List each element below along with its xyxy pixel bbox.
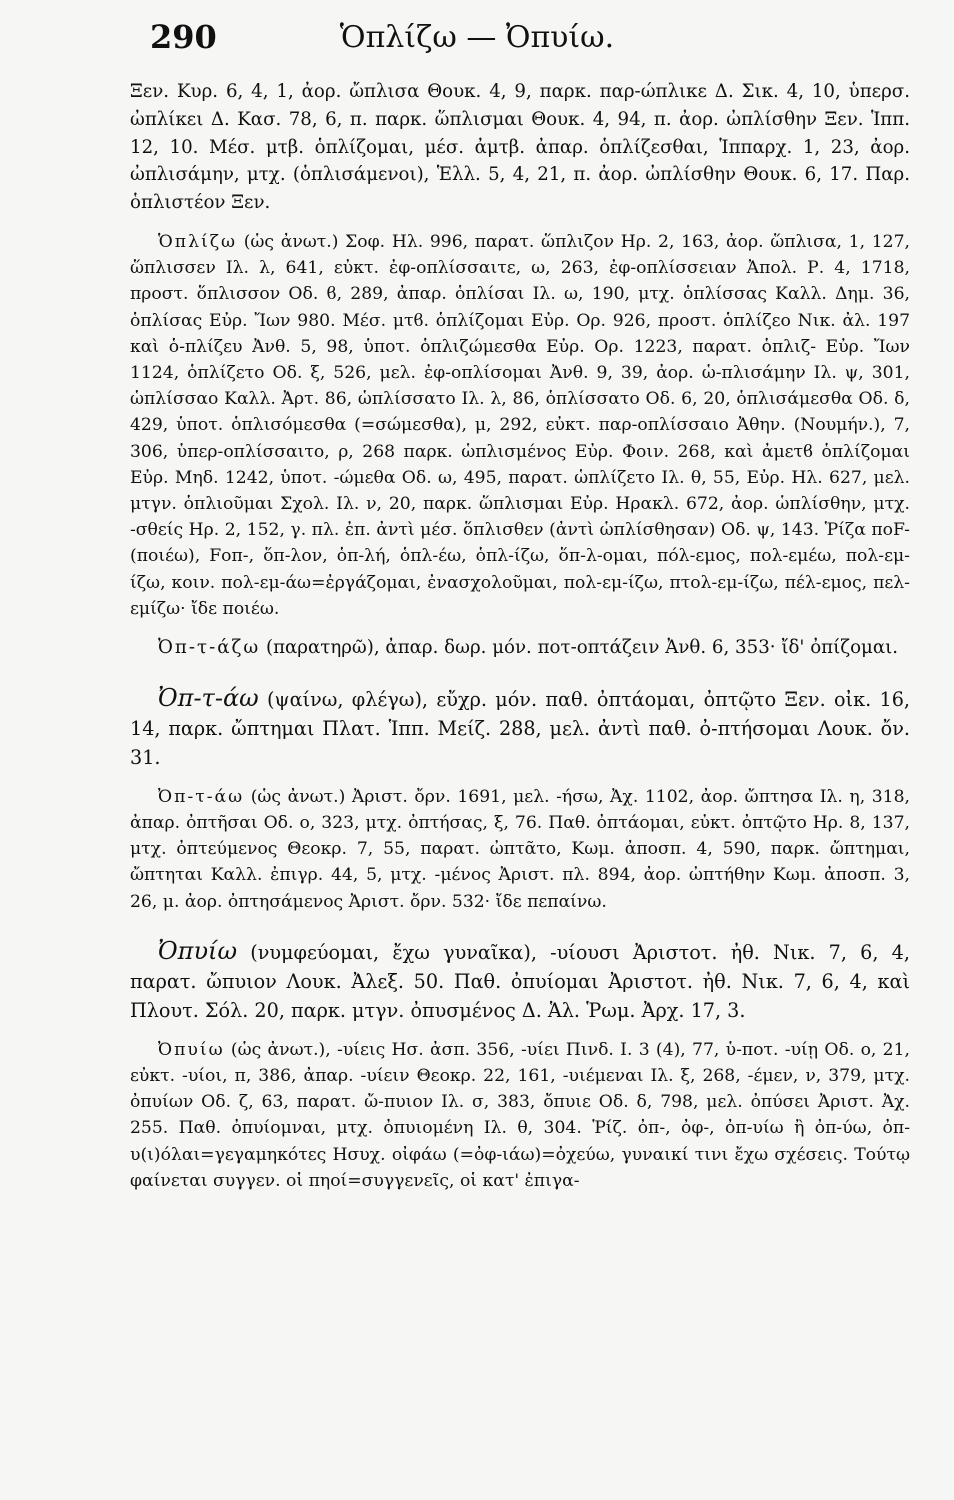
entry-text: (ὡς ἀνωτ.) Σοφ. Ηλ. 996, παρατ. ὥπλιζον Ηρ. 2, 163, ἀορ. ὥπλισα, 1, 127, ὥπλισσεν Ιλ. λ, 641, εὐκτ. ἐφ-οπλίσσαιτε, ω, 263, ἐφ-οπλίσσειαν Ἀπολ. Ρ. 4, 1718, προστ. ὅπλισσον Οδ. ϐ, 289, ἀπαρ. ὁπλίσαι Ιλ. ω, 190, μτχ. ὁπλίσσας Καλλ. Δημ. 36, ὁπλίσας Εὐρ. Ἴων 980. Μέσ. μτϐ. ὁπλίζομαι Εὐρ. Ορ. 926, προστ. ὁπλίζεο Νικ. ἀλ. 197 καὶ ὁ-πλίζευ Ἀνθ. 5, 98, ὑποτ. ὁπλιζώμεσθα Εὐρ. Ορ. 1223, παρατ. ὁπλιζ- Εὐρ. Ἴων 1124, ὁπλίζετο Οδ. ξ, 526, μελ. ἐφ-οπλίσομαι Ἀνθ. 9, 39, ἀορ. ὡ-πλισάμην Ιλ. ψ, 301, ὡπλίσσαο Καλλ. Ἀρτ. 86, ὡπλίσσατο Ιλ. λ, 86, ὁπλίσσατο Οδ. 6, 20, ὁπλισάμεσθα Οδ. δ, 429, ὑποτ. ὁπλισόμεσθα (=σώμεσθα), μ, 292, εὐκτ. παρ-οπλίσσαιο Ἀθην. (Νουμήν.), 7, 306, ὑπερ-οπλίσσαιτο, ρ, 268 παρκ. ὡπλισμένος Εὐρ. Φοιν. 268, καὶ ἀμετϐ ὁπλίζομαι Εὐρ. Μηδ. 1242, ὑποτ. -ώμεθα Οδ. ω, 495, παρατ. ὡπλίζετο Ιλ. θ, 55, Εὐρ. Ηλ. 627, μελ. μτγν. ὁπλιοῦμαι Σχολ. Ιλ. ν, 20, παρκ. ὥπλισμαι Εὐρ. Ηρακλ. 672, ἀορ. ὡπλίσθην, μτχ. -σθείς Ηρ. 2, 152, γ. πλ. ἐπ. ἀντὶ μέσ. ὅπλισθεν (ἀντὶ ὡπλίσθησαν) Οδ. ψ, 143. Ῥίζα ποF- (ποιέω), Fοπ-, ὅπ-λον, ὁπ-λή, ὁπλ-έω, ὁπλ-ίζω, ὅπ-λ-ομαι, πόλ-εμος, πολ-εμέω, πολ-εμ-ίζω, κοιν. πολ-εμ-άω=ἐργάζομαι, ἐνασχολοῦμαι, πολ-εμ-ίζω, πτολ-εμ-ίζω, πέλ-εμος, πελ-εμίζω· ἴδε ποιέω.	[130, 231, 910, 619]
entry-paragraph-4	[130, 684, 910, 772]
entry-paragraph-1	[130, 78, 910, 217]
page-body	[130, 78, 910, 1194]
entry-lead: Ὀπυίω	[158, 1039, 225, 1060]
entry-lead: Ὀπ-τ-άω	[158, 786, 245, 807]
entry-lemma: Ὀπ-τ-άω	[158, 683, 259, 712]
entry-lemma: Ὀπυίω	[158, 936, 238, 965]
entry-paragraph-2	[130, 229, 910, 622]
entry-paragraph-3	[130, 634, 910, 662]
entry-text: (παρατηρῶ), ἀπαρ. δωρ. μόν. ποτ-οπτάζειν Ἀνθ. 6, 353· ἴδ' ὀπίζομαι.	[260, 637, 899, 659]
entry-paragraph-5	[130, 784, 910, 915]
entry-text: (ὡς ἀνωτ.), -υίεις Ησ. ἀσπ. 356, -υίει Πινδ. Ι. 3 (4), 77, ὑ-ποτ. -υίῃ Οδ. ο, 21, εὐκτ. -υίοι, π, 386, ἀπαρ. -υίειν Θεοκρ. 22, 161, -υιέμεναι Ιλ. ξ, 268, -έμεν, ν, 379, μτχ. ὀπυίων Οδ. ζ, 63, παρατ. ὤ-πυιον Ιλ. σ, 383, ὄπυιε Οδ. δ, 798, μελ. ὀπύσει Ἀριστ. Ἀχ. 255. Παθ. ὀπυίομναι, μτχ. ὀπυιομένη Ιλ. θ, 304. Ῥίζ. ὀπ-, ὀφ-, ὀπ-υίω ἢ ὀπ-ύω, ὀπ-υ(ι)όλαι=γεγαμηκότες Ησυχ. οἰφάω (=ὀφ-ιάω)=ὀχεύω, γυναικί τινι ἔχω σχέσεις. Τούτῳ φαίνεται συγγεν. οἱ πηοί=συγγενεῖς, οἱ κατ' ἐπιγα-	[130, 1039, 910, 1191]
running-title: Ὁπλίζω — Ὀπυίω.	[339, 20, 615, 55]
entry-text: (ψαίνω, φλέγω), εὔχρ. μόν. παθ. ὀπτάομαι, ὀπτῷτο Ξεν. οἰκ. 16, 14, παρκ. ὤπτημαι Πλατ. Ἱππ. Μείζ. 288, μελ. ἀντὶ παθ. ὀ-πτήσομαι Λουκ. ὄν. 31.	[130, 687, 910, 769]
entry-text: (νυμφεύομαι, ἔχω γυναῖκα), -υίουσι Ἀριστοτ. ἠθ. Νικ. 7, 6, 4, παρατ. ὤπυιον Λουκ. Ἀλεξ. 50. Παθ. ὀπυίομαι Ἀριστοτ. ἠθ. Νικ. 7, 6, 4, καὶ Πλουτ. Σόλ. 20, παρκ. μτγν. ὀπυσμένος Δ. Ἁλ. Ῥωμ. Ἀρχ. 17, 3.	[130, 940, 910, 1022]
page-number: 290	[150, 18, 217, 56]
entry-text: Ξεν. Κυρ. 6, 4, 1, ἀορ. ὤπλισα Θουκ. 4, 9, παρκ. παρ-ώπλικε Δ. Σικ. 4, 10, ὑπερσ. ὠπλίκει Δ. Κασ. 78, 6, π. παρκ. ὥπλισμαι Θουκ. 4, 94, π. ἀορ. ὠπλίσθην Ξεν. Ἱππ. 12, 10. Μέσ. μτβ. ὁπλίζομαι, μέσ. ἀμτβ. ἀπαρ. ὁπλίζεσθαι, Ἱππαρχ. 1, 23, ἀορ. ὠπλισάμην, μτχ. (ὁπλισάμενοι), Ἑλλ. 5, 4, 21, π. ἀορ. ὠπλίσθην Θουκ. 6, 17. Παρ. ὁπλιστέον Ξεν.	[130, 81, 910, 214]
entry-paragraph-6	[130, 937, 910, 1025]
entry-paragraph-7	[130, 1037, 910, 1194]
page-header	[0, 18, 954, 68]
entry-lead: Ὀπ-τ-άζω	[158, 637, 261, 659]
entry-text: (ὡς ἀνωτ.) Ἀριστ. ὄρν. 1691, μελ. -ήσω, Ἀχ. 1102, ἀορ. ὤπτησα Ιλ. η, 318, ἀπαρ. ὀπτῆσαι Οδ. ο, 323, μτχ. ὀπτήσας, ξ, 76. Παθ. ὀπτάομαι, εὐκτ. ὀπτῷτο Ηρ. 8, 137, μτχ. ὀπτεύμενος Θεοκρ. 7, 55, παρατ. ὠπτᾶτο, Κωμ. ἀποσπ. 4, 590, παρκ. ὤπτημαι, ὤπτηται Καλλ. ἐπιγρ. 44, 5, μτχ. -μένος Ἀριστ. πλ. 894, ἀορ. ὠπτήθην Κωμ. ἀποσπ. 3, 26, μ. ἀορ. ὀπτησάμενος Ἀριστ. ὄρν. 532· ἴδε πεπαίνω.	[130, 786, 910, 912]
entry-lead: Ὁπλίζω	[158, 231, 238, 252]
